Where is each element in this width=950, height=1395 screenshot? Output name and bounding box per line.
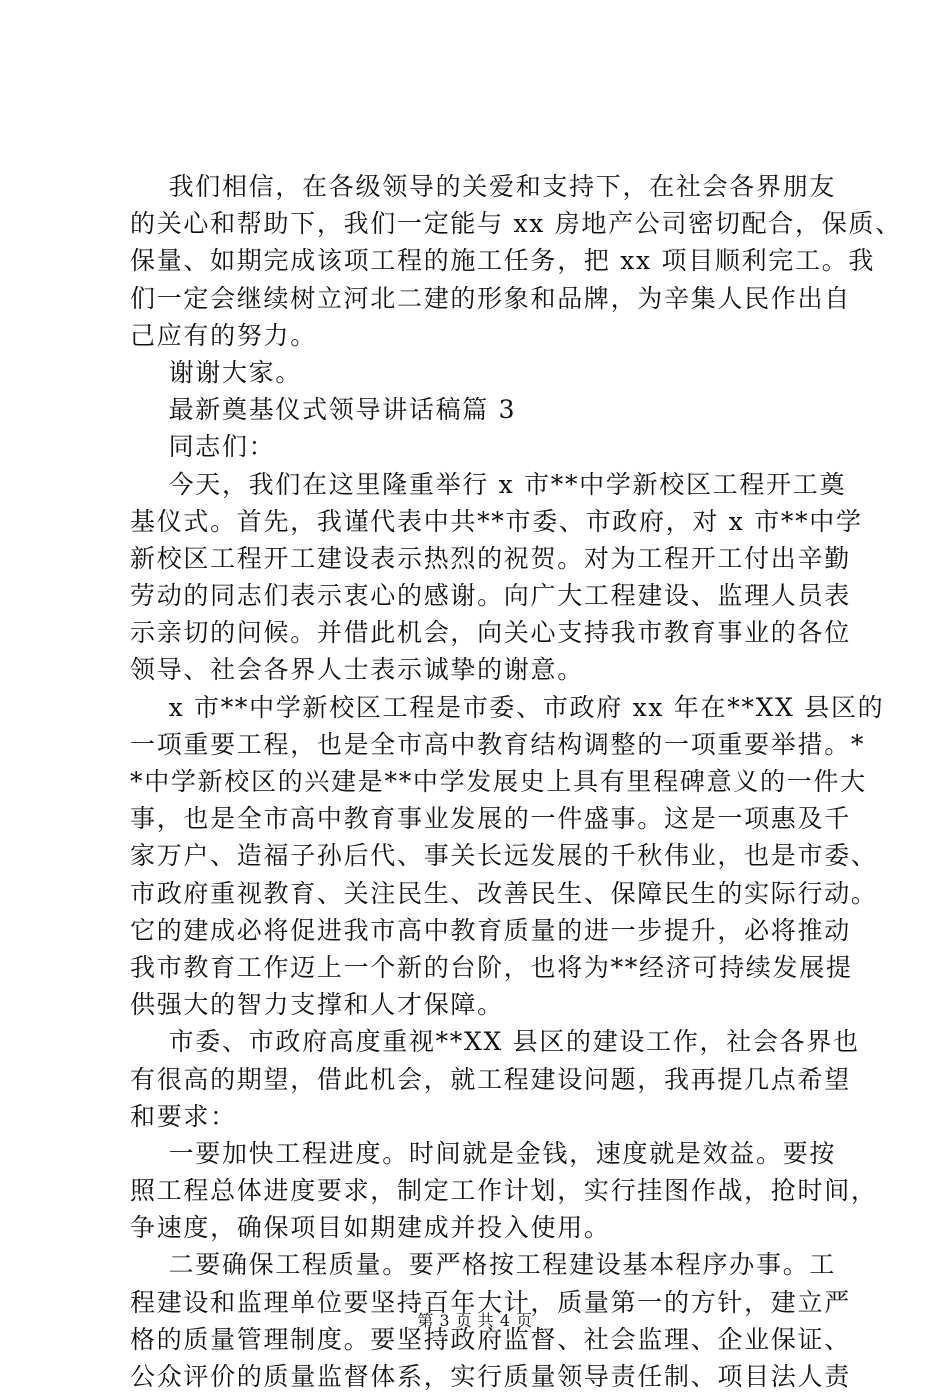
text-line: 一项重要工程，也是全市高中教育结构调整的一项重要举措。* <box>130 729 866 759</box>
text-line: 谢谢大家。 <box>130 357 303 387</box>
text-line: 我市教育工作迈上一个新的台阶，也将为**经济可持续发展提 <box>130 952 853 982</box>
text-line: 格的质量管理制度。要坚持政府监督、社会监理、企业保证、 <box>130 1324 851 1354</box>
text-line: 有很高的期望，借此机会，就工程建设问题，我再提几点希望 <box>130 1064 851 1094</box>
text-line: 一要加快工程进度。时间就是金钱，速度就是效益。要按 <box>130 1138 837 1168</box>
text-line: 们一定会继续树立河北二建的形象和品牌，为辛集人民作出自 <box>130 283 851 313</box>
text-line: 己应有的努力。 <box>130 320 317 350</box>
page-number-footer: 第 3 页 共 4 页 <box>417 1311 533 1330</box>
text-line: 二要确保工程质量。要严格按工程建设基本程序办事。工 <box>130 1250 837 1280</box>
text-line: 它的建成必将促进我市高中教育质量的进一步提升，必将推动 <box>130 915 851 945</box>
text-line: 保量、如期完成该项工程的施工任务，把 xx 项目顺利完工。我 <box>130 246 876 276</box>
section-heading: 最新奠基仪式领导讲话稿篇 3 <box>130 395 517 425</box>
salutation: 同志们： <box>130 432 276 462</box>
text-line: 公众评价的质量监督体系，实行质量领导责任制、项目法人责 <box>130 1362 851 1391</box>
text-line: 的关心和帮助下，我们一定能与 xx 房地产公司密切配合，保质、 <box>130 209 902 239</box>
text-line: 新校区工程开工建设表示热烈的祝贺。对为工程开工付出辛勤 <box>130 543 851 573</box>
text-line: 和要求： <box>130 1101 237 1131</box>
text-line: 基仪式。首先，我谨代表中共**市委、市政府，对 x 市**中学 <box>130 506 863 536</box>
text-line: 程建设和监理单位要坚持百年大计，质量第一的方针，建立严 <box>130 1287 851 1317</box>
body-text <box>130 168 902 1395</box>
text-line: 我们相信，在各级领导的关爱和支持下，在社会各界朋友 <box>130 172 837 201</box>
text-line: 家万户、造福子孙后代、事关长远发展的千秋伟业，也是市委、 <box>130 841 878 871</box>
text-line: 劳动的同志们表示衷心的感谢。向广大工程建设、监理人员表 <box>130 581 851 611</box>
text-line: 今天，我们在这里隆重举行 x 市**中学新校区工程开工奠 <box>130 469 847 499</box>
text-line: x 市**中学新校区工程是市委、市政府 xx 年在**XX 县区的 <box>130 692 885 722</box>
text-line: 事，也是全市高中教育事业发展的一件盛事。这是一项惠及千 <box>130 804 851 834</box>
text-line: *中学新校区的兴建是**中学发展史上具有里程碑意义的一件大 <box>130 767 867 796</box>
text-line: 市政府重视教育、关注民生、改善民生、保障民生的实际行动。 <box>130 878 878 908</box>
text-line: 争速度，确保项目如期建成并投入使用。 <box>130 1213 611 1243</box>
text-line: 领导、社会各界人士表示诚挚的谢意。 <box>130 655 584 685</box>
text-line: 市委、市政府高度重视**XX 县区的建设工作，社会各界也 <box>130 1027 860 1057</box>
text-line: 照工程总体进度要求，制定工作计划，实行挂图作战，抢时间， <box>130 1176 878 1206</box>
text-line: 示亲切的问候。并借此机会，向关心支持我市教育事业的各位 <box>130 618 851 648</box>
text-line: 供强大的智力支撑和人才保障。 <box>130 990 504 1020</box>
